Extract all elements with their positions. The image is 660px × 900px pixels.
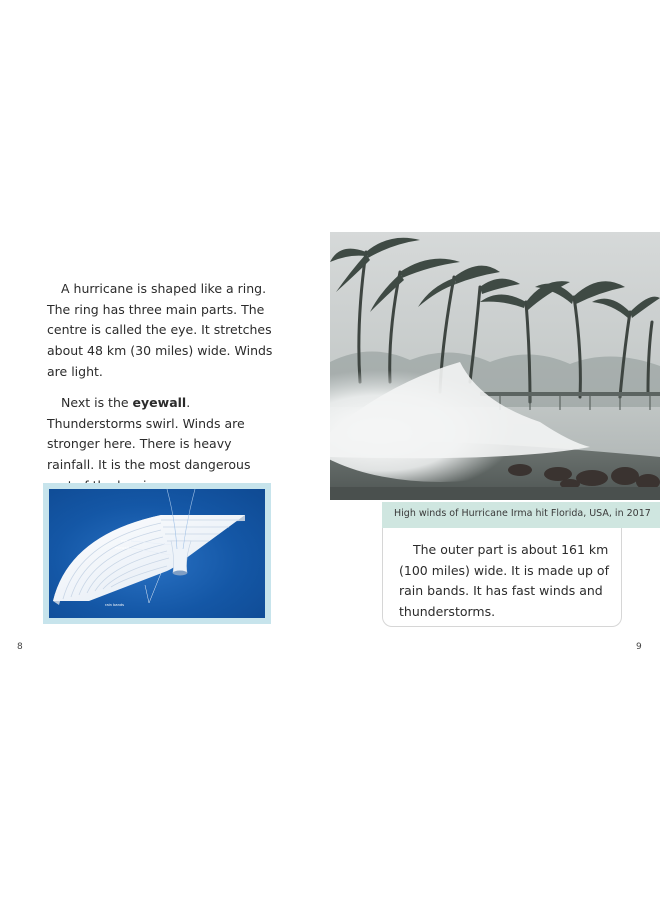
label-eyewall: eyewall [115,546,129,550]
paragraph-eyewall-suffix: . Thunderstorms swirl. Winds are stronger here. There is heavy rainfall. It is the most dangerous [47,395,251,473]
paragraph-outer-part [399,540,614,623]
eye-funnel [171,541,191,573]
photo-caption-bar [382,502,660,528]
paragraph-eyewall-prefix: Next is the [61,395,133,410]
page-number-left: 8 [17,642,23,652]
hurricane-structure-diagram [43,483,271,624]
photo-caption: High winds of Hurricane Irma hit Florida, USA, in 2017 [394,508,651,519]
hurricane-cross-section-illustration [49,489,265,618]
storm-palm-trees-image [330,232,660,500]
page-number-right: 9 [636,642,642,652]
paragraph-hurricane-shape-text: A hurricane is shaped like a ring. The ring has three main parts. The centre is called the eye. It stretches about 48 km (30 miles) wide. Winds are light. [47,281,273,379]
eyewall-term: eyewall [132,395,187,410]
paragraph-hurricane-shape [47,279,277,383]
diagram-background [49,489,265,618]
label-rain-bands: rain bands [105,603,125,607]
paragraph-outer-part-text: The outer part is about 161 km (100 miles) wide. It is made up of rain bands. It has fast winds and thunderstorms. [399,542,609,620]
hurricane-irma-photo [330,232,660,500]
label-eye: eye [121,539,128,543]
paragraph-eyewall [47,393,277,497]
outer-part-text-box [382,528,622,627]
